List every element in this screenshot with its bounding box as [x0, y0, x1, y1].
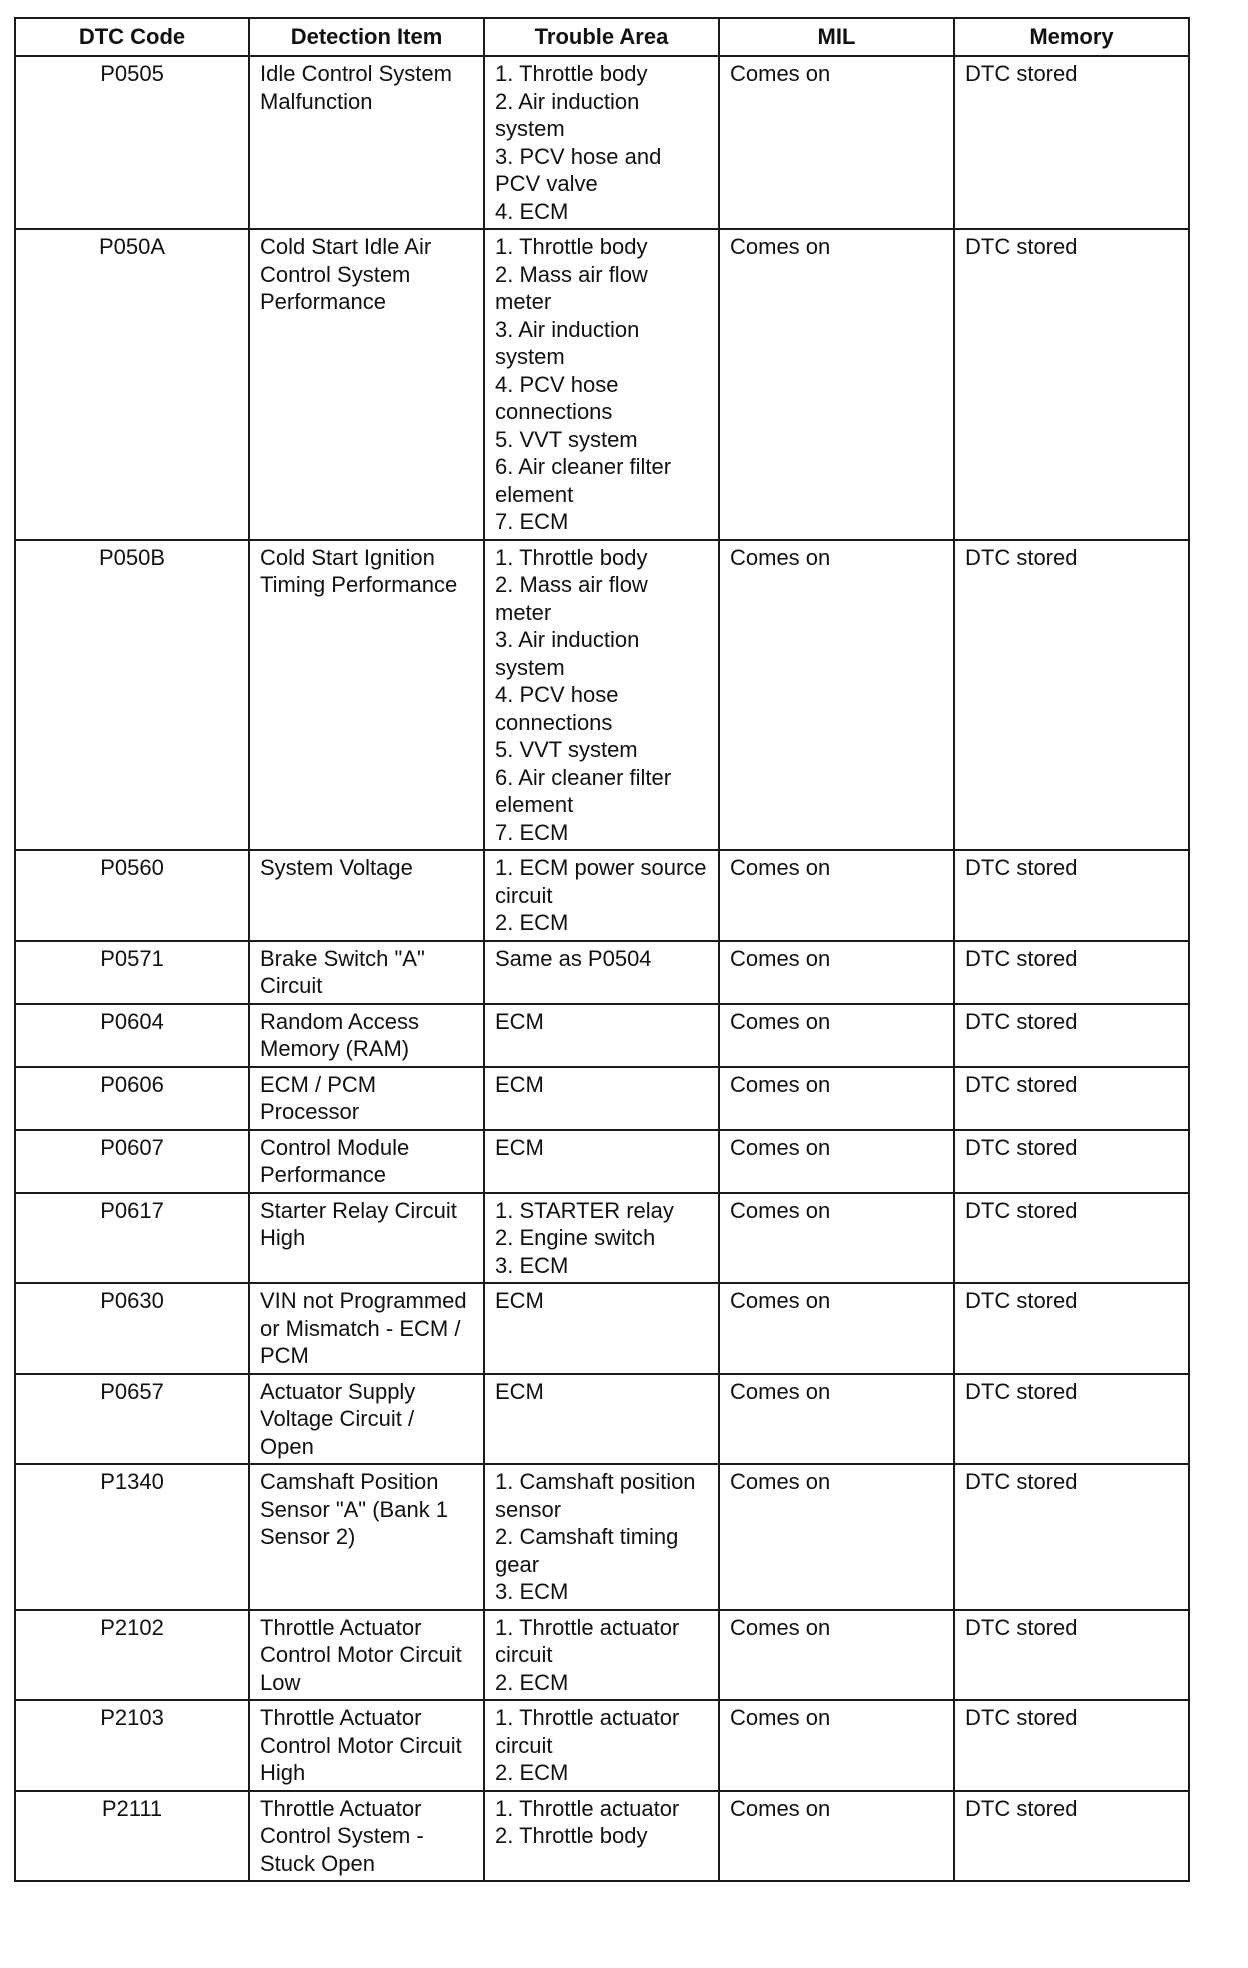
- mil-cell: Comes on: [719, 540, 954, 851]
- trouble-area-line: 7. ECM: [495, 509, 569, 534]
- detection-item-line: Control Motor Circuit: [260, 1732, 462, 1758]
- trouble-area-line: 2. Mass air flow: [495, 261, 648, 287]
- trouble-area-line: circuit: [495, 1642, 553, 1667]
- trouble-area-line: 3. Air induction: [495, 316, 640, 342]
- mil-cell: Comes on: [719, 56, 954, 229]
- detection-item-line: Cold Start Ignition: [260, 544, 435, 570]
- trouble-area-line: 6. Air cleaner filter: [495, 454, 672, 479]
- detection-item-line: System Voltage: [260, 855, 413, 880]
- detection-item-line: Throttle Actuator: [260, 1795, 422, 1821]
- detection-item-line: Memory (RAM): [260, 1036, 410, 1061]
- table-row: [15, 1374, 1189, 1465]
- detection-item-line: Idle Control System: [260, 61, 452, 86]
- trouble-area-line: system: [495, 344, 565, 369]
- trouble-area-line: system: [495, 116, 565, 141]
- mil-cell: Comes on: [719, 1791, 954, 1882]
- table-row: [15, 56, 1189, 229]
- detection-item-line: Brake Switch "A": [260, 945, 425, 971]
- memory-cell: DTC stored: [954, 1610, 1189, 1701]
- detection-item-line: Random Access: [260, 1008, 419, 1034]
- detection-item-line: Cold Start Idle Air: [260, 234, 432, 259]
- detection-item-line: Control System -: [260, 1823, 424, 1848]
- trouble-area-cell: [484, 850, 719, 941]
- trouble-area-cell: [484, 56, 719, 229]
- detection-item-line: High: [260, 1760, 306, 1785]
- trouble-area-line: 2. Throttle body: [495, 1823, 648, 1848]
- trouble-area-line: 2. Air induction: [495, 88, 640, 114]
- trouble-area-line: 2. ECM: [495, 1760, 569, 1785]
- trouble-area-line: 5. VVT system: [495, 426, 638, 452]
- trouble-area-line: 4. ECM: [495, 198, 569, 224]
- trouble-area-line: connections: [495, 399, 613, 424]
- mil-cell: Comes on: [719, 1004, 954, 1067]
- table-row: [15, 850, 1189, 941]
- trouble-area-line: 3. PCV hose and: [495, 143, 662, 169]
- table-row: [15, 1130, 1189, 1193]
- detection-item-line: Performance: [260, 289, 386, 314]
- detection-item-cell: [249, 1700, 484, 1791]
- detection-item-line: Control Module: [260, 1134, 410, 1160]
- table-row: [15, 540, 1189, 851]
- trouble-area-line: 1. Camshaft position: [495, 1469, 696, 1494]
- table-row: [15, 1610, 1189, 1701]
- detection-item-line: Open: [260, 1433, 314, 1459]
- detection-item-line: or Mismatch - ECM /: [260, 1315, 461, 1341]
- memory-cell: DTC stored: [954, 229, 1189, 540]
- table-row: [15, 1283, 1189, 1374]
- dtc-code-cell: P2103: [15, 1700, 249, 1791]
- memory-cell: DTC stored: [954, 850, 1189, 941]
- detection-item-line: Low: [260, 1669, 301, 1695]
- detection-item-line: Sensor 2): [260, 1524, 356, 1549]
- detection-item-line: Throttle Actuator: [260, 1705, 422, 1730]
- dtc-code-cell: P0604: [15, 1004, 249, 1067]
- dtc-code-cell: P0657: [15, 1374, 249, 1465]
- mil-cell: Comes on: [719, 850, 954, 941]
- detection-item-line: VIN not Programmed: [260, 1288, 467, 1313]
- trouble-area-line: 1. Throttle actuator: [495, 1795, 680, 1821]
- trouble-area-line: ECM: [495, 1378, 544, 1404]
- detection-item-line: Control System: [260, 261, 411, 287]
- detection-item-line: Starter Relay Circuit: [260, 1197, 457, 1223]
- trouble-area-cell: [484, 540, 719, 851]
- dtc-code-cell: P050B: [15, 540, 249, 851]
- trouble-area-line: 2. Camshaft timing: [495, 1524, 679, 1549]
- detection-item-line: Performance: [260, 1162, 386, 1187]
- detection-item-line: Throttle Actuator: [260, 1614, 422, 1640]
- detection-item-line: ECM / PCM: [260, 1071, 377, 1097]
- trouble-area-line: ECM: [495, 1288, 544, 1313]
- trouble-area-line: Same as P0504: [495, 945, 652, 971]
- trouble-area-cell: [484, 1130, 719, 1193]
- mil-cell: Comes on: [719, 1700, 954, 1791]
- dtc-code-cell: P2111: [15, 1791, 249, 1882]
- memory-cell: DTC stored: [954, 1067, 1189, 1130]
- trouble-area-line: circuit: [495, 1732, 553, 1758]
- header-memory: Memory: [954, 18, 1189, 56]
- memory-cell: DTC stored: [954, 56, 1189, 229]
- trouble-area-cell: [484, 1004, 719, 1067]
- dtc-code-cell: P2102: [15, 1610, 249, 1701]
- detection-item-line: Timing Performance: [260, 572, 458, 597]
- dtc-table: [14, 17, 1190, 1882]
- detection-item-cell: [249, 1464, 484, 1610]
- trouble-area-line: 1. Throttle actuator: [495, 1614, 680, 1640]
- dtc-code-cell: P0617: [15, 1193, 249, 1284]
- detection-item-cell: [249, 941, 484, 1004]
- trouble-area-cell: [484, 1283, 719, 1374]
- memory-cell: DTC stored: [954, 1464, 1189, 1610]
- memory-cell: DTC stored: [954, 1374, 1189, 1465]
- detection-item-cell: [249, 1610, 484, 1701]
- detection-item-cell: [249, 850, 484, 941]
- dtc-code-cell: P1340: [15, 1464, 249, 1610]
- detection-item-cell: [249, 229, 484, 540]
- trouble-area-line: 5. VVT system: [495, 737, 638, 762]
- detection-item-line: Actuator Supply: [260, 1378, 416, 1404]
- memory-cell: DTC stored: [954, 1004, 1189, 1067]
- trouble-area-line: 1. STARTER relay: [495, 1197, 674, 1223]
- mil-cell: Comes on: [719, 1610, 954, 1701]
- mil-cell: Comes on: [719, 941, 954, 1004]
- table-row: [15, 1791, 1189, 1882]
- trouble-area-line: 1. ECM power source: [495, 855, 707, 880]
- trouble-area-line: 7. ECM: [495, 819, 569, 845]
- header-trouble-area: Trouble Area: [484, 18, 719, 56]
- detection-item-cell: [249, 540, 484, 851]
- trouble-area-line: ECM: [495, 1008, 544, 1034]
- detection-item-line: Malfunction: [260, 88, 373, 114]
- memory-cell: DTC stored: [954, 1791, 1189, 1882]
- trouble-area-line: 4. PCV hose: [495, 682, 619, 707]
- trouble-area-line: 1. Throttle body: [495, 61, 648, 86]
- detection-item-line: Processor: [260, 1099, 360, 1124]
- memory-cell: DTC stored: [954, 1283, 1189, 1374]
- trouble-area-cell: [484, 1193, 719, 1284]
- mil-cell: Comes on: [719, 1283, 954, 1374]
- detection-item-cell: [249, 1193, 484, 1284]
- trouble-area-line: meter: [495, 289, 552, 314]
- mil-cell: Comes on: [719, 1067, 954, 1130]
- table-row: [15, 1700, 1189, 1791]
- detection-item-cell: [249, 56, 484, 229]
- detection-item-line: Sensor "A" (Bank 1: [260, 1496, 449, 1522]
- trouble-area-line: connections: [495, 709, 613, 735]
- trouble-area-line: 2. ECM: [495, 910, 569, 935]
- detection-item-line: High: [260, 1225, 306, 1250]
- trouble-area-line: 2. Engine switch: [495, 1225, 656, 1250]
- header-dtc-code: DTC Code: [15, 18, 249, 56]
- header-detection-item: Detection Item: [249, 18, 484, 56]
- trouble-area-line: 2. Mass air flow: [495, 572, 648, 597]
- trouble-area-cell: [484, 1700, 719, 1791]
- table-row: [15, 1004, 1189, 1067]
- header-mil: MIL: [719, 18, 954, 56]
- detection-item-cell: [249, 1374, 484, 1465]
- table-row: [15, 941, 1189, 1004]
- trouble-area-cell: [484, 1067, 719, 1130]
- trouble-area-line: 4. PCV hose: [495, 371, 619, 397]
- trouble-area-line: 6. Air cleaner filter: [495, 764, 672, 790]
- trouble-area-cell: [484, 1464, 719, 1610]
- mil-cell: Comes on: [719, 1130, 954, 1193]
- dtc-code-cell: P0630: [15, 1283, 249, 1374]
- trouble-area-cell: [484, 941, 719, 1004]
- table-row: [15, 229, 1189, 540]
- trouble-area-line: meter: [495, 599, 552, 625]
- detection-item-cell: [249, 1004, 484, 1067]
- dtc-code-cell: P0571: [15, 941, 249, 1004]
- trouble-area-line: 1. Throttle actuator: [495, 1705, 680, 1730]
- memory-cell: DTC stored: [954, 1130, 1189, 1193]
- trouble-area-line: sensor: [495, 1496, 562, 1522]
- trouble-area-cell: [484, 229, 719, 540]
- table-row: [15, 1193, 1189, 1284]
- header-row: [15, 18, 1189, 56]
- detection-item-line: Circuit: [260, 973, 323, 998]
- detection-item-line: PCM: [260, 1343, 309, 1368]
- trouble-area-line: gear: [495, 1551, 540, 1577]
- trouble-area-line: 3. Air induction: [495, 627, 640, 652]
- trouble-area-line: ECM: [495, 1134, 544, 1160]
- trouble-area-cell: [484, 1610, 719, 1701]
- trouble-area-line: 3. ECM: [495, 1579, 569, 1604]
- table-row: [15, 1067, 1189, 1130]
- mil-cell: Comes on: [719, 1193, 954, 1284]
- trouble-area-line: 3. ECM: [495, 1252, 569, 1278]
- detection-item-line: Camshaft Position: [260, 1469, 439, 1494]
- memory-cell: DTC stored: [954, 1193, 1189, 1284]
- trouble-area-line: 1. Throttle body: [495, 234, 648, 259]
- trouble-area-cell: [484, 1374, 719, 1465]
- trouble-area-line: 1. Throttle body: [495, 544, 648, 570]
- trouble-area-cell: [484, 1791, 719, 1882]
- trouble-area-line: PCV valve: [495, 171, 598, 196]
- table-row: [15, 1464, 1189, 1610]
- dtc-code-cell: P0560: [15, 850, 249, 941]
- mil-cell: Comes on: [719, 1464, 954, 1610]
- trouble-area-line: element: [495, 792, 574, 817]
- detection-item-cell: [249, 1791, 484, 1882]
- trouble-area-line: ECM: [495, 1071, 544, 1097]
- detection-item-line: Stuck Open: [260, 1850, 375, 1876]
- mil-cell: Comes on: [719, 1374, 954, 1465]
- trouble-area-line: circuit: [495, 882, 553, 908]
- table-body: [15, 56, 1189, 1881]
- detection-item-line: Voltage Circuit /: [260, 1406, 415, 1431]
- trouble-area-line: element: [495, 481, 574, 507]
- detection-item-cell: [249, 1067, 484, 1130]
- trouble-area-line: system: [495, 654, 565, 680]
- detection-item-cell: [249, 1130, 484, 1193]
- memory-cell: DTC stored: [954, 1700, 1189, 1791]
- dtc-code-cell: P050A: [15, 229, 249, 540]
- detection-item-line: Control Motor Circuit: [260, 1642, 462, 1667]
- memory-cell: DTC stored: [954, 540, 1189, 851]
- dtc-code-cell: P0606: [15, 1067, 249, 1130]
- trouble-area-line: 2. ECM: [495, 1669, 569, 1695]
- dtc-code-cell: P0505: [15, 56, 249, 229]
- memory-cell: DTC stored: [954, 941, 1189, 1004]
- dtc-code-cell: P0607: [15, 1130, 249, 1193]
- mil-cell: Comes on: [719, 229, 954, 540]
- detection-item-cell: [249, 1283, 484, 1374]
